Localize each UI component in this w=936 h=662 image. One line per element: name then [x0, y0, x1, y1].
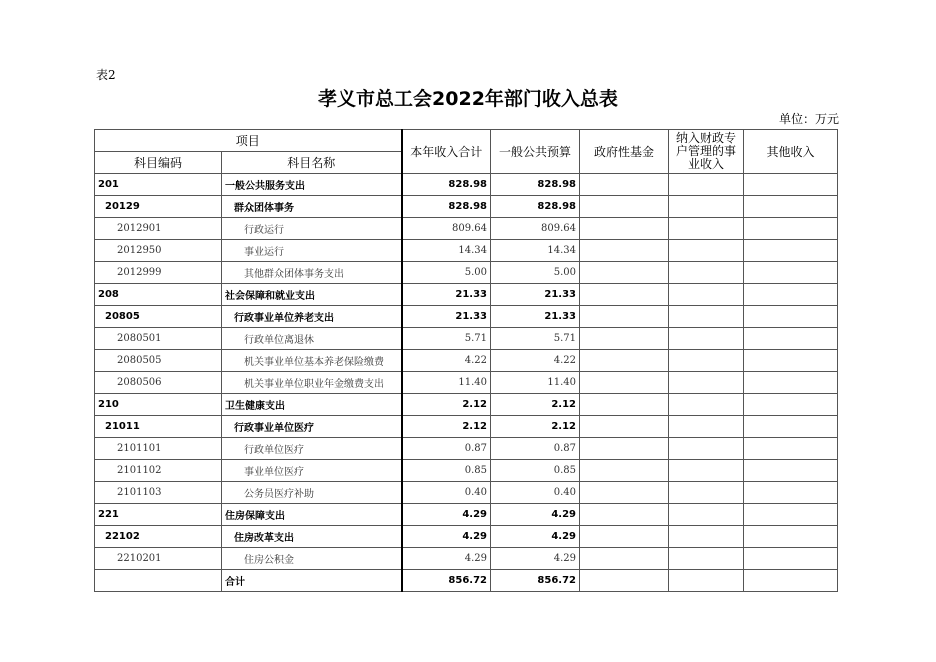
- table-row: [95, 460, 838, 482]
- cell-gov-fund: [580, 262, 669, 284]
- cell-total: 4.29: [402, 504, 491, 526]
- cell-total: 2.12: [402, 416, 491, 438]
- cell-total: 5.71: [402, 328, 491, 350]
- cell-general-budget: 856.72: [491, 570, 580, 592]
- cell-gov-fund: [580, 416, 669, 438]
- table-row: [95, 526, 838, 548]
- table-row: [95, 438, 838, 460]
- table-row: [95, 504, 838, 526]
- cell-code: 221: [95, 504, 222, 526]
- cell-special-fund: [669, 240, 744, 262]
- cell-special-fund: [669, 460, 744, 482]
- cell-general-budget: 4.29: [491, 548, 580, 570]
- cell-total: 4.22: [402, 350, 491, 372]
- cell-other: [744, 460, 838, 482]
- cell-special-fund: [669, 548, 744, 570]
- cell-other: [744, 504, 838, 526]
- cell-general-budget: 809.64: [491, 218, 580, 240]
- cell-total: 0.85: [402, 460, 491, 482]
- cell-special-fund: [669, 284, 744, 306]
- cell-total: 2.12: [402, 394, 491, 416]
- cell-name: 机关事业单位职业年金缴费支出: [222, 372, 402, 394]
- cell-name: 一般公共服务支出: [222, 174, 402, 196]
- cell-name: 其他群众团体事务支出: [222, 262, 402, 284]
- table-row: [95, 350, 838, 372]
- page-title: 孝义市总工会2022年部门收入总表: [318, 88, 618, 110]
- table-row: [95, 372, 838, 394]
- cell-total: 5.00: [402, 262, 491, 284]
- cell-special-fund: [669, 526, 744, 548]
- cell-general-budget: 21.33: [491, 306, 580, 328]
- cell-general-budget: 828.98: [491, 174, 580, 196]
- cell-name: 行政单位离退休: [222, 328, 402, 350]
- cell-name: 事业单位医疗: [222, 460, 402, 482]
- cell-general-budget: 5.71: [491, 328, 580, 350]
- cell-general-budget: 14.34: [491, 240, 580, 262]
- cell-name: 行政事业单位医疗: [222, 416, 402, 438]
- cell-gov-fund: [580, 240, 669, 262]
- cell-name: 行政单位医疗: [222, 438, 402, 460]
- header-total: 本年收入合计: [402, 130, 491, 174]
- cell-total: 14.34: [402, 240, 491, 262]
- cell-other: [744, 218, 838, 240]
- cell-other: [744, 438, 838, 460]
- table-row: [95, 174, 838, 196]
- header-project: 项目: [95, 130, 402, 152]
- cell-special-fund: [669, 196, 744, 218]
- cell-name: 社会保障和就业支出: [222, 284, 402, 306]
- cell-code: 2012901: [95, 218, 222, 240]
- cell-total: 0.40: [402, 482, 491, 504]
- unit-label: 单位：万元: [778, 112, 839, 126]
- cell-special-fund: [669, 174, 744, 196]
- table-row: [95, 218, 838, 240]
- header-general-budget: 一般公共预算: [491, 130, 580, 174]
- cell-total: 4.29: [402, 548, 491, 570]
- cell-other: [744, 196, 838, 218]
- table-row: [95, 284, 838, 306]
- cell-code: 20129: [95, 196, 222, 218]
- cell-total: 856.72: [402, 570, 491, 592]
- cell-general-budget: 2.12: [491, 394, 580, 416]
- cell-general-budget: 4.29: [491, 526, 580, 548]
- table-row: [95, 196, 838, 218]
- cell-gov-fund: [580, 372, 669, 394]
- cell-special-fund: [669, 570, 744, 592]
- cell-gov-fund: [580, 482, 669, 504]
- cell-special-fund: [669, 394, 744, 416]
- cell-gov-fund: [580, 526, 669, 548]
- table-row: [95, 482, 838, 504]
- cell-name: 住房保障支出: [222, 504, 402, 526]
- cell-special-fund: [669, 416, 744, 438]
- cell-code: 2101101: [95, 438, 222, 460]
- cell-code: 2080506: [95, 372, 222, 394]
- cell-general-budget: 5.00: [491, 262, 580, 284]
- cell-name: 住房改革支出: [222, 526, 402, 548]
- cell-name: 合计: [222, 570, 402, 592]
- cell-other: [744, 526, 838, 548]
- cell-general-budget: 0.40: [491, 482, 580, 504]
- header-name: 科目名称: [222, 152, 402, 174]
- cell-special-fund: [669, 438, 744, 460]
- table-row: [95, 394, 838, 416]
- cell-name: 机关事业单位基本养老保险缴费: [222, 350, 402, 372]
- cell-special-fund: [669, 372, 744, 394]
- cell-gov-fund: [580, 570, 669, 592]
- cell-gov-fund: [580, 196, 669, 218]
- cell-total: 21.33: [402, 284, 491, 306]
- cell-name: 事业运行: [222, 240, 402, 262]
- cell-code: 2012950: [95, 240, 222, 262]
- cell-special-fund: [669, 482, 744, 504]
- cell-general-budget: 2.12: [491, 416, 580, 438]
- cell-gov-fund: [580, 350, 669, 372]
- cell-special-fund: [669, 218, 744, 240]
- cell-name: 行政运行: [222, 218, 402, 240]
- cell-general-budget: 4.29: [491, 504, 580, 526]
- cell-gov-fund: [580, 460, 669, 482]
- cell-total: 828.98: [402, 196, 491, 218]
- cell-special-fund: [669, 350, 744, 372]
- cell-code: 2101102: [95, 460, 222, 482]
- header-row-1: [95, 130, 838, 152]
- table-row: [95, 262, 838, 284]
- cell-gov-fund: [580, 548, 669, 570]
- cell-code: 22102: [95, 526, 222, 548]
- cell-gov-fund: [580, 218, 669, 240]
- cell-general-budget: 4.22: [491, 350, 580, 372]
- cell-special-fund: [669, 262, 744, 284]
- cell-gov-fund: [580, 438, 669, 460]
- cell-code: [95, 570, 222, 592]
- cell-other: [744, 262, 838, 284]
- cell-general-budget: 0.87: [491, 438, 580, 460]
- header-code: 科目编码: [95, 152, 222, 174]
- cell-code: 208: [95, 284, 222, 306]
- cell-code: 2210201: [95, 548, 222, 570]
- cell-name: 公务员医疗补助: [222, 482, 402, 504]
- cell-other: [744, 240, 838, 262]
- cell-name: 群众团体事务: [222, 196, 402, 218]
- cell-general-budget: 21.33: [491, 284, 580, 306]
- cell-other: [744, 482, 838, 504]
- cell-other: [744, 416, 838, 438]
- header-other: 其他收入: [744, 130, 838, 174]
- cell-total: 809.64: [402, 218, 491, 240]
- cell-special-fund: [669, 504, 744, 526]
- cell-other: [744, 306, 838, 328]
- cell-other: [744, 570, 838, 592]
- cell-code: 201: [95, 174, 222, 196]
- cell-name: 行政事业单位养老支出: [222, 306, 402, 328]
- cell-other: [744, 328, 838, 350]
- total-row: [95, 570, 838, 592]
- income-table: [94, 129, 838, 592]
- cell-gov-fund: [580, 394, 669, 416]
- cell-code: 210: [95, 394, 222, 416]
- cell-special-fund: [669, 306, 744, 328]
- cell-gov-fund: [580, 174, 669, 196]
- cell-gov-fund: [580, 306, 669, 328]
- cell-other: [744, 174, 838, 196]
- table-row: [95, 240, 838, 262]
- table-row: [95, 548, 838, 570]
- cell-code: 2101103: [95, 482, 222, 504]
- cell-special-fund: [669, 328, 744, 350]
- table-row: [95, 306, 838, 328]
- header-special-fund: 纳入财政专户管理的事业收入: [669, 130, 744, 174]
- cell-general-budget: 11.40: [491, 372, 580, 394]
- cell-total: 11.40: [402, 372, 491, 394]
- cell-other: [744, 372, 838, 394]
- cell-gov-fund: [580, 504, 669, 526]
- table-label: 表2: [96, 68, 116, 82]
- cell-total: 4.29: [402, 526, 491, 548]
- cell-other: [744, 284, 838, 306]
- header-gov-fund: 政府性基金: [580, 130, 669, 174]
- cell-other: [744, 548, 838, 570]
- cell-other: [744, 394, 838, 416]
- cell-code: 2012999: [95, 262, 222, 284]
- cell-general-budget: 0.85: [491, 460, 580, 482]
- cell-name: 卫生健康支出: [222, 394, 402, 416]
- cell-gov-fund: [580, 328, 669, 350]
- cell-general-budget: 828.98: [491, 196, 580, 218]
- cell-name: 住房公积金: [222, 548, 402, 570]
- cell-code: 2080501: [95, 328, 222, 350]
- table-row: [95, 328, 838, 350]
- table-row: [95, 416, 838, 438]
- cell-total: 828.98: [402, 174, 491, 196]
- cell-code: 21011: [95, 416, 222, 438]
- cell-code: 20805: [95, 306, 222, 328]
- cell-code: 2080505: [95, 350, 222, 372]
- cell-other: [744, 350, 838, 372]
- cell-total: 21.33: [402, 306, 491, 328]
- cell-total: 0.87: [402, 438, 491, 460]
- cell-gov-fund: [580, 284, 669, 306]
